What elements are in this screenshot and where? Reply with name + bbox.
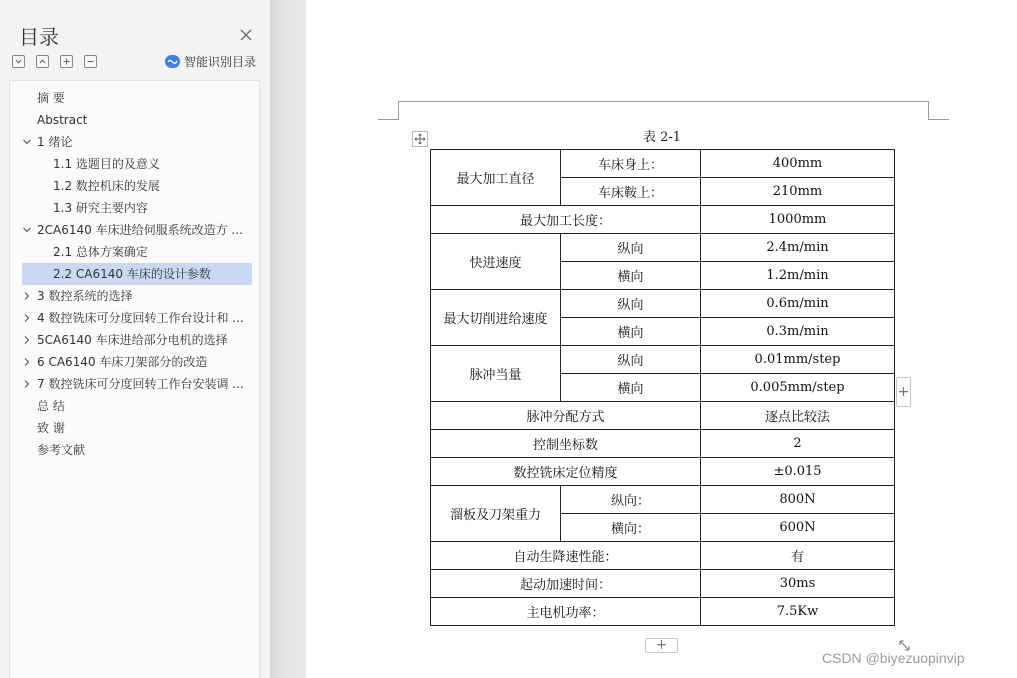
- table-cell[interactable]: 有: [701, 542, 895, 570]
- toc-item[interactable]: [22, 153, 252, 175]
- table-cell[interactable]: 横向: [561, 374, 701, 402]
- toc-item[interactable]: [22, 329, 252, 351]
- smart-toc-button[interactable]: [165, 53, 256, 70]
- toc-item[interactable]: [22, 439, 252, 461]
- table-caption: 表 2-1: [643, 130, 682, 145]
- table-cell[interactable]: 最大切削进给速度: [431, 290, 561, 346]
- table-cell[interactable]: 纵向：: [561, 486, 701, 514]
- toc-list: [9, 80, 260, 678]
- toc-item[interactable]: [22, 307, 252, 329]
- add-heading-icon[interactable]: [60, 55, 73, 68]
- table-cell[interactable]: 主电机功率：: [431, 598, 701, 626]
- spec-table[interactable]: [430, 149, 895, 626]
- table-cell[interactable]: 脉冲当量: [431, 346, 561, 402]
- table-row: [431, 570, 895, 598]
- table-cell[interactable]: 0.01mm/step: [701, 346, 895, 374]
- add-row-button[interactable]: +: [645, 638, 678, 653]
- table-cell[interactable]: 7.5Kw: [701, 598, 895, 626]
- table-cell[interactable]: 800N: [701, 486, 895, 514]
- toc-item-label: 致 谢: [37, 421, 65, 435]
- toc-item-label: 3 数控系统的选择: [37, 289, 133, 303]
- toc-item[interactable]: [22, 417, 252, 439]
- toc-item-label: 1.3 研究主要内容: [53, 201, 148, 215]
- chevron-right-icon[interactable]: [22, 313, 32, 323]
- table-cell[interactable]: 溜板及刀架重力: [431, 486, 561, 542]
- toc-item-label: 5CA6140 车床进给部分电机的选择: [37, 333, 228, 347]
- table-cell[interactable]: 逐点比较法: [701, 402, 895, 430]
- table-cell[interactable]: 车床鞍上：: [561, 178, 701, 206]
- toc-item[interactable]: [22, 395, 252, 417]
- chevron-right-icon[interactable]: [22, 335, 32, 345]
- table-row: [431, 346, 895, 374]
- collapse-all-icon[interactable]: [36, 55, 49, 68]
- margin-mark-left: [378, 119, 399, 120]
- table-cell[interactable]: 脉冲分配方式: [431, 402, 701, 430]
- table-cell[interactable]: 210mm: [701, 178, 895, 206]
- table-cell[interactable]: 车床身上：: [561, 150, 701, 178]
- table-row: [431, 430, 895, 458]
- watermark: CSDN @biyezuopinvip: [822, 650, 965, 666]
- toc-item[interactable]: [22, 175, 252, 197]
- chevron-down-icon[interactable]: [22, 137, 32, 147]
- toc-item[interactable]: [22, 87, 252, 109]
- table-cell[interactable]: 最大加工直径: [431, 150, 561, 206]
- toc-item[interactable]: [22, 373, 252, 395]
- smart-toc-label: 智能识别目录: [184, 55, 257, 69]
- toc-item-label: 2.2 CA6140 车床的设计参数: [53, 267, 211, 281]
- toc-item[interactable]: [22, 109, 252, 131]
- chevron-down-icon[interactable]: [22, 225, 32, 235]
- table-cell[interactable]: 纵向: [561, 234, 701, 262]
- expand-all-icon[interactable]: [12, 55, 25, 68]
- add-column-button[interactable]: +: [896, 377, 911, 407]
- smart-recognize-icon: [165, 55, 180, 68]
- margin-mark-right: [928, 101, 929, 120]
- toc-item[interactable]: [22, 351, 252, 373]
- table-cell[interactable]: 2: [701, 430, 895, 458]
- toc-item-label: 1 绪论: [37, 135, 73, 149]
- toc-item[interactable]: [22, 219, 252, 241]
- table-row: [431, 402, 895, 430]
- table-cell[interactable]: 纵向: [561, 290, 701, 318]
- table-cell[interactable]: 最大加工长度：: [431, 206, 701, 234]
- table-row: [431, 598, 895, 626]
- table-move-handle-icon[interactable]: [412, 131, 428, 147]
- toc-item[interactable]: [22, 131, 252, 153]
- table-cell[interactable]: 横向：: [561, 514, 701, 542]
- header-margin-line: [398, 101, 928, 102]
- toc-item[interactable]: [22, 241, 252, 263]
- table-cell[interactable]: ±0.015: [701, 458, 895, 486]
- toc-item[interactable]: [22, 197, 252, 219]
- table-cell[interactable]: 横向: [561, 318, 701, 346]
- table-cell[interactable]: 纵向: [561, 346, 701, 374]
- table-cell[interactable]: 600N: [701, 514, 895, 542]
- toc-item-label: 参考文献: [37, 443, 86, 457]
- table-row: [431, 206, 895, 234]
- table-cell[interactable]: 1.2m/min: [701, 262, 895, 290]
- toc-item-label: 总 结: [37, 399, 65, 413]
- table-cell[interactable]: 0.3m/min: [701, 318, 895, 346]
- sidebar-title: 目录: [19, 25, 59, 49]
- margin-mark-right: [928, 119, 949, 120]
- toc-item-label: 2.1 总体方案确定: [53, 245, 148, 259]
- table-cell[interactable]: 0.005mm/step: [701, 374, 895, 402]
- chevron-right-icon[interactable]: [22, 291, 32, 301]
- remove-heading-icon[interactable]: [84, 55, 97, 68]
- table-cell[interactable]: 自动生降速性能：: [431, 542, 701, 570]
- toc-item-label: 7 数控铣床可分度回转工作台安装调 ...: [37, 377, 244, 391]
- table-row: [431, 458, 895, 486]
- close-icon[interactable]: [239, 27, 253, 41]
- toc-item-label: 2CA6140 车床进给伺服系统改造方 ...: [37, 223, 243, 237]
- margin-mark-left: [398, 101, 399, 120]
- chevron-right-icon[interactable]: [22, 379, 32, 389]
- table-cell[interactable]: 400mm: [701, 150, 895, 178]
- toc-item-label: 6 CA6140 车床刀架部分的改造: [37, 355, 208, 369]
- table-row: [431, 486, 895, 514]
- table-row: [431, 150, 895, 178]
- panel-splitter[interactable]: [270, 0, 306, 678]
- table-cell[interactable]: 0.6m/min: [701, 290, 895, 318]
- toc-toolbar: [12, 55, 97, 68]
- toc-item[interactable]: [22, 263, 252, 285]
- table-cell[interactable]: 控制坐标数: [431, 430, 701, 458]
- table-cell[interactable]: 快进速度: [431, 234, 561, 290]
- chevron-right-icon[interactable]: [22, 357, 32, 367]
- table-row: [431, 290, 895, 318]
- toc-item-label: 1.1 选题目的及意义: [53, 157, 160, 171]
- table-cell[interactable]: 30ms: [701, 570, 895, 598]
- toc-item[interactable]: [22, 285, 252, 307]
- table-row: [431, 234, 895, 262]
- toc-item-label: 4 数控铣床可分度回转工作台设计和 ...: [37, 311, 244, 325]
- table-row: [431, 542, 895, 570]
- table-cell[interactable]: 2.4m/min: [701, 234, 895, 262]
- toc-item-label: 摘 要: [37, 91, 65, 105]
- table-cell[interactable]: 起动加速时间：: [431, 570, 701, 598]
- toc-item-label: Abstract: [37, 113, 88, 127]
- table-cell[interactable]: 1000mm: [701, 206, 895, 234]
- table-cell[interactable]: 横向: [561, 262, 701, 290]
- table-cell[interactable]: 数控铣床定位精度: [431, 458, 701, 486]
- toc-sidebar: [0, 0, 270, 678]
- toc-item-label: 1.2 数控机床的发展: [53, 179, 160, 193]
